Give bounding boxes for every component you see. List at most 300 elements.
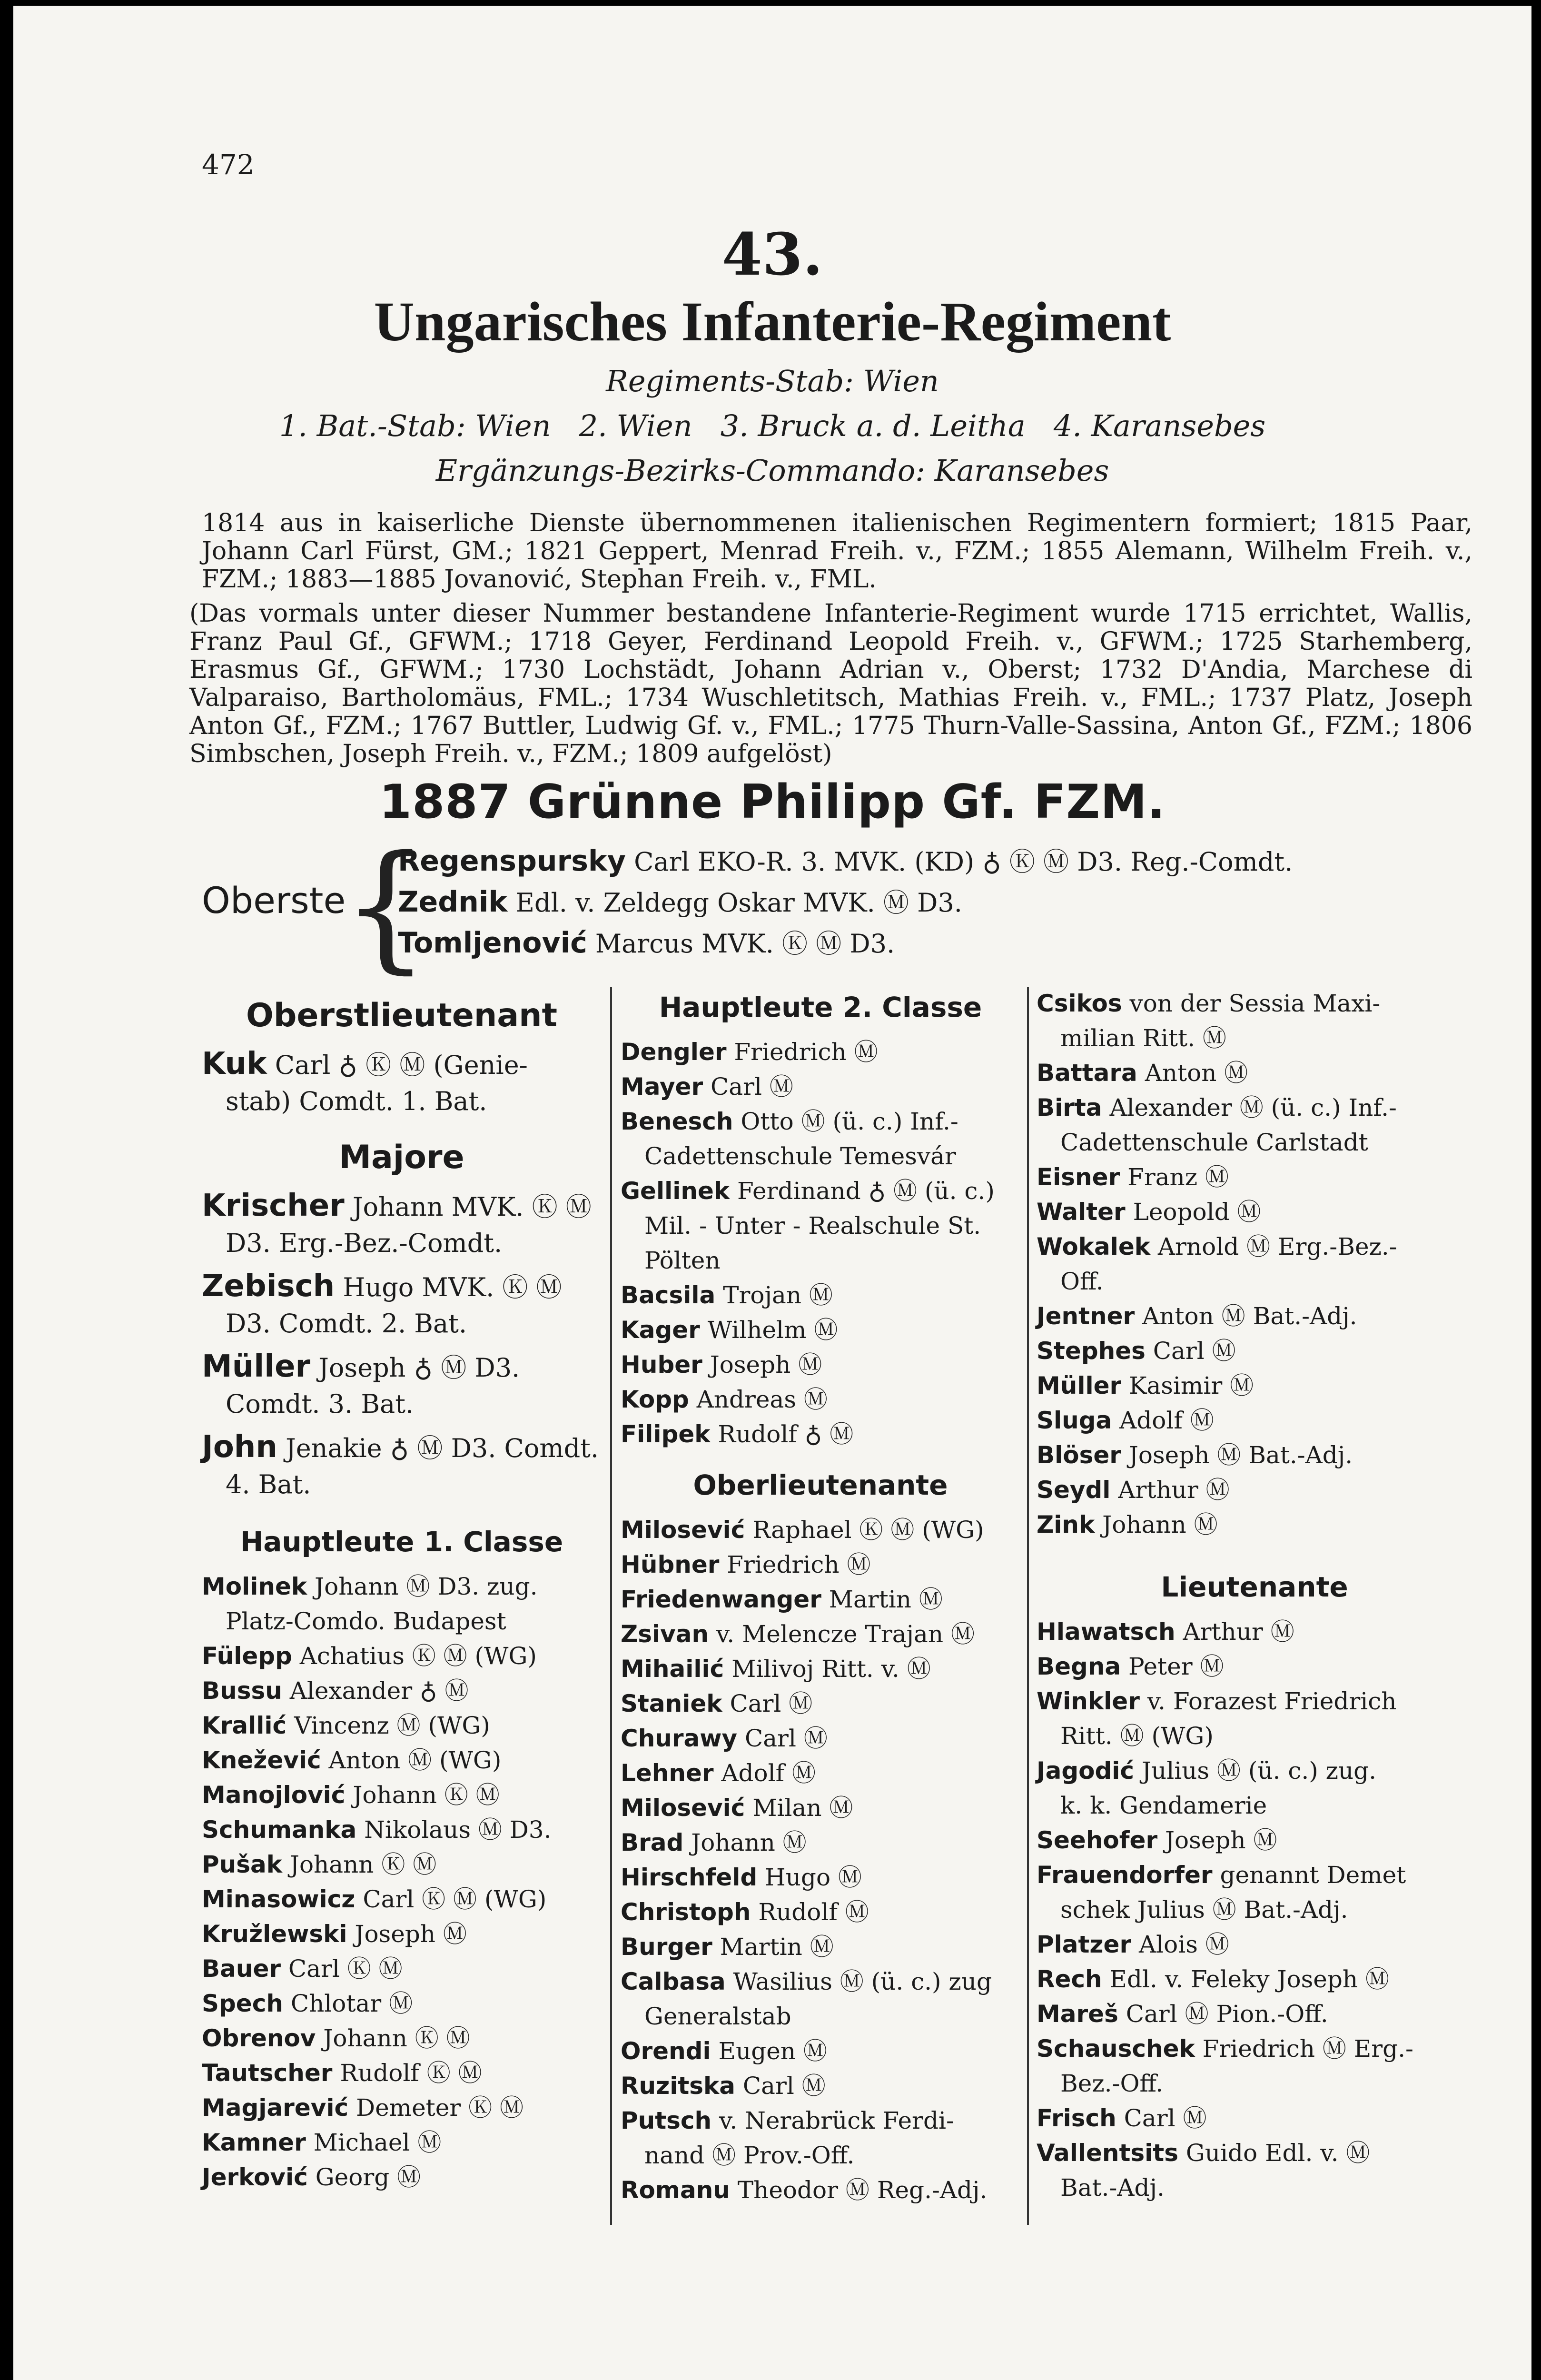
entry-line: [202, 1778, 602, 1813]
officer-name: Csikos: [1037, 990, 1122, 1017]
entry-line: [621, 1278, 1020, 1313]
officer-details: Arthur Ⓜ: [1110, 1476, 1230, 1504]
roster-entry: [621, 1791, 1020, 1825]
column-right: [1037, 986, 1472, 2205]
officer-name: Mayer: [621, 1073, 703, 1101]
roster-entry: [1037, 1091, 1472, 1160]
roster-entry: [202, 2125, 602, 2160]
entry-line: [621, 1930, 1020, 1964]
officer-name: Spech: [202, 1990, 283, 2017]
officer-details: Johann Ⓜ: [1095, 1511, 1218, 1538]
officer-details: Nikolaus Ⓜ D3.: [356, 1816, 552, 1844]
entry-line: [1037, 1368, 1472, 1403]
entry-line: [202, 1882, 602, 1917]
section-title-lieutenante: Lieutenante: [1161, 1571, 1348, 1603]
roster-entry: [202, 1639, 602, 1674]
officer-details: Anton Ⓜ Bat.-Adj.: [1135, 1302, 1357, 1330]
officer-name: Kuk: [202, 1046, 267, 1081]
officer-name: Hlawatsch: [1037, 1618, 1176, 1646]
officer-name: Krallić: [202, 1712, 287, 1739]
officer-details: Peter Ⓜ: [1121, 1653, 1224, 1680]
officer-details: Johann Ⓚ Ⓜ: [282, 1851, 437, 1878]
entry-continuation: k. k. Gendamerie: [1060, 1792, 1267, 1819]
roster-entry: [621, 1035, 1020, 1070]
entry-continuation: Ritt. Ⓜ (WG): [1060, 1722, 1214, 1750]
officer-details: Ferdinand ♁ Ⓜ (ü. c.): [730, 1177, 995, 1205]
roster-entry: [1037, 2136, 1472, 2205]
officer-name: Müller: [1037, 1372, 1122, 1399]
entry-line: [621, 1791, 1020, 1825]
column-middle: [621, 986, 1020, 2208]
officer-details: Otto Ⓜ (ü. c.) Inf.-: [733, 1108, 958, 1135]
officer-details: Leopold Ⓜ: [1125, 1198, 1261, 1226]
officer-name: Benesch: [621, 1108, 733, 1135]
officer-details: Achatius Ⓚ Ⓜ (WG): [292, 1642, 537, 1670]
roster-entry: [621, 1070, 1020, 1104]
officer-name: Bauer: [202, 1955, 281, 1983]
officer-details: Carl Ⓜ: [1145, 1337, 1236, 1365]
entry-line: [621, 1964, 1020, 1999]
entry-line: [621, 1070, 1020, 1104]
entry-line: [1037, 1160, 1472, 1195]
officer-name: Walter: [1037, 1198, 1126, 1226]
officer-name: Putsch: [621, 2107, 712, 2134]
officer-name: Romanu: [621, 2176, 730, 2204]
officer-name: Pušak: [202, 1851, 282, 1878]
entry-line: [202, 1708, 602, 1743]
entry-line: [621, 1860, 1020, 1895]
roster-entry: [621, 2173, 1020, 2208]
entry-line: [1037, 1403, 1472, 1438]
officer-name: Fülepp: [202, 1642, 292, 1670]
officer-name: John: [202, 1429, 277, 1465]
officer-details: Martin Ⓜ: [712, 1933, 834, 1961]
entry-continuation: Bez.-Off.: [1060, 2070, 1164, 2097]
officer-name: Burger: [621, 1933, 712, 1961]
officer-details: Anton Ⓜ: [1137, 1059, 1248, 1087]
roster-entry: [621, 1547, 1020, 1582]
entry-line: [1037, 1997, 1472, 2032]
oberst-details: Carl EKO-R. 3. MVK. (KD) ♁ Ⓚ Ⓜ D3. Reg.-Comdt.: [625, 847, 1293, 877]
document-page: [13, 6, 1531, 2380]
officer-details: Johann Ⓜ: [683, 1829, 807, 1856]
entry-continuation: stab) Comdt. 1. Bat.: [226, 1086, 487, 1116]
officer-name: Battara: [1037, 1059, 1137, 1087]
roster-entry: [621, 2034, 1020, 2069]
roster-entry: [621, 1174, 1020, 1278]
entry-continuation: Mil. - Unter - Realschule St.: [644, 1212, 981, 1240]
officer-details: Carl Ⓜ: [722, 1690, 813, 1717]
regiments-stab: Regiments-Stab: Wien: [606, 364, 939, 398]
officer-details: Carl Ⓚ Ⓜ (WG): [355, 1885, 547, 1913]
officer-name: Friedenwanger: [621, 1586, 821, 1613]
officer-name: Schauschek: [1037, 2035, 1195, 2063]
entry-line: [202, 2125, 602, 2160]
officer-details: Joseph ♁ Ⓜ D3.: [310, 1353, 520, 1383]
officer-name: Frauendorfer: [1037, 1861, 1213, 1889]
entry-line: [621, 2034, 1020, 2069]
roster-entry: [202, 2056, 602, 2091]
roster-entry: [1037, 2032, 1472, 2101]
entry-continuation: Comdt. 3. Bat.: [226, 1389, 414, 1419]
entry-continuation: Pölten: [644, 1247, 721, 1274]
ergaenzungs-commando: Ergänzungs-Bezirks-Commando: Karansebes: [435, 453, 1109, 488]
entry-line: [1037, 2136, 1472, 2171]
entry-line: [1037, 1334, 1472, 1368]
officer-name: Staniek: [621, 1690, 722, 1717]
roster-entry: [202, 1917, 602, 1952]
officer-name: Bacsila: [621, 1281, 716, 1309]
entry-continuation: Cadettenschule Temesvár: [644, 1142, 956, 1170]
entry-line: [202, 1847, 602, 1882]
officer-details: Johann Ⓜ D3. zug.: [307, 1573, 538, 1600]
entry-line: [621, 1348, 1020, 1382]
officer-details: genannt Demet: [1212, 1861, 1406, 1889]
roster-entry: [202, 2160, 602, 2195]
entry-line: [202, 1743, 602, 1778]
officer-name: Magjarević: [202, 2094, 349, 2122]
column-divider: [1027, 987, 1029, 2225]
officer-details: Wilhelm Ⓜ: [700, 1316, 838, 1344]
officer-details: Eugen Ⓜ: [711, 2037, 827, 2065]
officer-details: Rudolf Ⓚ Ⓜ: [332, 2059, 482, 2087]
entry-line: [621, 1174, 1020, 1209]
entry-continuation: Bat.-Adj.: [1060, 2174, 1165, 2202]
entry-continuation: D3. Comdt. 2. Bat.: [226, 1309, 467, 1339]
officer-details: Wasilius Ⓜ (ü. c.) zug: [725, 1968, 992, 1995]
entry-continuation: Off.: [1060, 1268, 1104, 1295]
roster-entry: [621, 2069, 1020, 2103]
entry-line: [202, 2056, 602, 2091]
officer-name: Minasowicz: [202, 1885, 356, 1913]
officer-details: Hugo Ⓜ: [757, 1864, 862, 1891]
entry-line: [621, 1617, 1020, 1652]
officer-details: Johann Ⓚ Ⓜ: [316, 2024, 470, 2052]
officer-details: Edl. v. Feleky Joseph Ⓜ: [1102, 1965, 1390, 1993]
officer-name: Winkler: [1037, 1687, 1140, 1715]
officer-name: Seehofer: [1037, 1826, 1158, 1854]
entry-line: [1037, 1299, 1472, 1334]
entry-line: [621, 1895, 1020, 1930]
roster-entry: [202, 2021, 602, 2056]
entry-line: [202, 1917, 602, 1952]
entry-line: [1037, 1438, 1472, 1473]
entry-line: [621, 1825, 1020, 1860]
officer-details: Alois Ⓜ: [1131, 1931, 1229, 1958]
officer-details: Andreas Ⓜ: [689, 1386, 828, 1413]
entry-line: [621, 1721, 1020, 1756]
entry-line: [621, 1652, 1020, 1686]
entry-continuation: milian Ritt. Ⓜ: [1060, 1024, 1226, 1052]
entry-line: [1037, 1927, 1472, 1962]
entry-line: [202, 1952, 602, 1986]
officer-name: Tautscher: [202, 2059, 333, 2087]
roster-entry: [621, 1930, 1020, 1964]
officer-details: Martin Ⓜ: [821, 1586, 943, 1613]
roster-entry: [621, 1895, 1020, 1930]
column-divider: [610, 987, 612, 2225]
roster-entry: [621, 1417, 1020, 1452]
officer-details: Trojan Ⓜ: [715, 1281, 833, 1309]
roster-entry: [621, 2103, 1020, 2173]
officer-details: v. Melencze Trajan Ⓜ: [709, 1620, 975, 1648]
officer-details: Carl Ⓜ: [737, 1725, 828, 1752]
history-text: 1814 aus in kaiserliche Dienste übernommenen italienischen Regimentern formiert; 1815 Paar, Johann Carl Fürst, GM.; 1821 Geppert, Menrad Freih. v., FZM.; 1855 Alemann, Wilhelm Freih. v., FZM.; 1883—1885 Jovanović, Stephan Freih. v., FML.: [202, 509, 1472, 594]
roster-entry: [202, 1046, 602, 1120]
officer-details: Theodor Ⓜ Reg.-Adj.: [730, 2176, 988, 2204]
officer-name: Frisch: [1037, 2104, 1116, 2132]
officer-details: Jenakie ♁ Ⓜ D3. Comdt.: [277, 1433, 599, 1463]
oberste-label: Oberste: [202, 879, 346, 922]
column-left: [202, 986, 602, 2195]
officer-details: Julius Ⓜ (ü. c.) zug.: [1134, 1757, 1377, 1785]
officer-details: Carl Ⓜ: [735, 2072, 826, 2100]
roster-entry: [1037, 1858, 1472, 1927]
entry-line: [202, 2091, 602, 2125]
entry-line: [1037, 1195, 1472, 1230]
officer-details: Carl ♁ Ⓚ Ⓜ (Genie-: [267, 1050, 528, 1080]
officer-name: Zebisch: [202, 1269, 335, 1304]
roster-entry: [1037, 1615, 1472, 1649]
entry-line: [1037, 1615, 1472, 1649]
entry-line: [621, 1686, 1020, 1721]
entry-line: [1037, 1507, 1472, 1542]
entry-line: [202, 1986, 602, 2021]
officer-name: Calbasa: [621, 1968, 726, 1995]
entry-line: [1037, 1962, 1472, 1997]
entry-line: [202, 2160, 602, 2195]
roster-entry: [1037, 1334, 1472, 1368]
officer-details: Rudolf ♁ Ⓜ: [710, 1420, 854, 1448]
officer-details: Georg Ⓜ: [307, 2163, 421, 2191]
roster-entry: [1037, 1823, 1472, 1858]
officer-details: v. Forazest Friedrich: [1139, 1687, 1397, 1715]
officer-name: Kamner: [202, 2129, 306, 2156]
officer-name: Wokalek: [1037, 1233, 1151, 1260]
officer-name: Manojlović: [202, 1781, 346, 1809]
roster-entry: [621, 1104, 1020, 1174]
officer-details: Hugo MVK. Ⓚ Ⓜ: [335, 1272, 562, 1302]
roster-entry: [202, 1847, 602, 1882]
officer-name: Obrenov: [202, 2024, 316, 2052]
officer-details: Demeter Ⓚ Ⓜ: [348, 2094, 524, 2122]
officer-details: Carl Ⓚ Ⓜ: [281, 1955, 403, 1983]
roster-entry: [621, 1686, 1020, 1721]
roster-entry: [202, 1743, 602, 1778]
officer-details: von der Sessia Maxi-: [1122, 990, 1381, 1017]
officer-name: Zsivan: [621, 1620, 709, 1648]
roster-entry: [202, 1429, 602, 1503]
officer-name: Müller: [202, 1349, 311, 1384]
officer-name: Seydl: [1037, 1476, 1111, 1504]
officer-name: Lehner: [621, 1759, 714, 1787]
officer-details: Vincenz Ⓜ (WG): [286, 1712, 490, 1739]
entry-line: [621, 1313, 1020, 1348]
roster-entry: [621, 1721, 1020, 1756]
entry-line: [621, 2103, 1020, 2138]
oberst-name: Tomljenović: [398, 926, 587, 960]
roster-entry: [202, 1674, 602, 1708]
officer-name: Eisner: [1037, 1163, 1120, 1191]
section-title-hauptleute-2: Hauptleute 2. Classe: [659, 991, 982, 1023]
officer-details: Joseph Ⓜ: [1157, 1826, 1277, 1854]
officer-details: Michael Ⓜ: [306, 2129, 442, 2156]
officer-name: Birta: [1037, 1094, 1102, 1121]
officer-name: Begna: [1037, 1653, 1121, 1680]
officer-name: Gellinek: [621, 1177, 730, 1205]
roster-entry: [202, 1188, 602, 1261]
officer-details: Johann MVK. Ⓚ Ⓜ: [344, 1192, 592, 1222]
officer-name: Mihailić: [621, 1655, 724, 1683]
section-title-oberstlieutenant: Oberstlieutenant: [246, 997, 558, 1034]
roster-entry: [202, 1986, 602, 2021]
roster-entry: [621, 1582, 1020, 1617]
officer-name: Rech: [1037, 1965, 1102, 1993]
entry-line: [621, 1035, 1020, 1070]
officer-name: Mareš: [1037, 2000, 1118, 2028]
oberst-name: Zednik: [398, 885, 508, 919]
entry-continuation: Generalstab: [644, 2003, 791, 2030]
roster-entry: [621, 1617, 1020, 1652]
officer-name: Orendi: [621, 2037, 711, 2065]
entry-line: [202, 1813, 602, 1847]
roster-entry: [202, 1813, 602, 1847]
former-regiment-paragraph: [189, 600, 1472, 768]
officer-details: Arnold Ⓜ Erg.-Bez.-: [1150, 1233, 1397, 1260]
roster-entry: [1037, 1473, 1472, 1507]
entry-line: [1037, 1230, 1472, 1264]
entry-line: [1037, 1823, 1472, 1858]
roster-entry: [1037, 1649, 1472, 1684]
roster-entry: [621, 1652, 1020, 1686]
history-paragraph: [202, 509, 1472, 594]
officer-name: Hübner: [621, 1551, 720, 1578]
entry-line: [621, 1104, 1020, 1139]
roster-entry: [621, 1513, 1020, 1547]
officer-details: Joseph Ⓜ: [702, 1351, 822, 1378]
entry-line: [1037, 1056, 1472, 1091]
officer-details: Anton Ⓜ (WG): [321, 1746, 502, 1774]
officer-name: Ruzitska: [621, 2072, 735, 2100]
officer-details: Friedrich Ⓜ Erg.-: [1195, 2035, 1413, 2063]
oberst-entry: [398, 923, 895, 960]
entry-line: [1037, 1649, 1472, 1684]
oberst-entry: [398, 842, 1293, 878]
roster-entry: [1037, 1438, 1472, 1473]
officer-details: Adolf Ⓜ: [713, 1759, 816, 1787]
officer-details: Rudolf Ⓜ: [751, 1898, 869, 1926]
section-title-oberlieutenante: Oberlieutenante: [693, 1469, 948, 1501]
roster-entry: [621, 1860, 1020, 1895]
entry-line: [1037, 986, 1472, 1021]
officer-details: Franz Ⓜ: [1120, 1163, 1229, 1191]
roster-entry: [1037, 1403, 1472, 1438]
entry-line: [621, 1417, 1020, 1452]
officer-details: Friedrich Ⓜ: [719, 1551, 871, 1578]
roster-entry: [202, 1882, 602, 1917]
section-title-majore: Majore: [339, 1139, 464, 1176]
oberst-entry: [398, 883, 962, 919]
officer-name: Milosević: [621, 1516, 745, 1544]
officer-details: Alexander ♁ Ⓜ: [282, 1677, 469, 1705]
officer-details: Guido Edl. v. Ⓜ: [1178, 2139, 1370, 2167]
entry-continuation: D3. Erg.-Bez.-Comdt.: [226, 1228, 503, 1258]
entry-line: [621, 1513, 1020, 1547]
officer-name: Brad: [621, 1829, 684, 1856]
page-number: 472: [202, 149, 255, 181]
officer-details: Milan Ⓜ: [745, 1794, 853, 1822]
entry-line: [621, 1756, 1020, 1791]
entry-continuation: Platz-Comdo. Budapest: [226, 1607, 506, 1635]
roster-entry: [1037, 1927, 1472, 1962]
officer-name: Blöser: [1037, 1441, 1121, 1469]
roster-entry: [621, 1382, 1020, 1417]
officer-name: Dengler: [621, 1038, 727, 1066]
roster-entry: [1037, 1160, 1472, 1195]
former-regiment-text: (Das vormals unter dieser Nummer bestandene Infanterie-Regiment wurde 1715 errichtet, Wallis, Franz Paul Gf., GFWM.; 1718 Geyer, Ferdinand Leopold Freih. v., GFWM.; 1725 Starhemberg, Erasmus Gf., GFWM.; 1730 Lochstädt, Johann Adrian v., Oberst; 1732 D'Andia, Marchese di Valparaiso, Bartholomäus, FML.; 1734 Wuschletitsch, Mathias Freih. v., FML.; 1737 Platz, Joseph Anton Gf., FZM.; 1767 Buttler, Ludwig Gf. v., FML.; 1775 Thurn-Valle-Sassina, Anton Gf., FZM.; 1806 Simbschen, Joseph Freih. v., FZM.; 1809 aufgelöst): [189, 599, 1472, 768]
officer-details: Raphael Ⓚ Ⓜ (WG): [745, 1516, 984, 1544]
officer-name: Zink: [1037, 1511, 1095, 1538]
officer-details: Arthur Ⓜ: [1175, 1618, 1294, 1646]
roster-entry: [621, 1964, 1020, 2034]
roster-entry: [1037, 986, 1472, 1056]
officer-name: Sluga: [1037, 1407, 1112, 1434]
roster-entry: [1037, 1230, 1472, 1299]
roster-entry: [621, 1348, 1020, 1382]
entry-line: [202, 1046, 602, 1083]
entry-line: [621, 1547, 1020, 1582]
officer-name: Kager: [621, 1316, 700, 1344]
officer-name: Bussu: [202, 1677, 282, 1705]
inhaber-heading: 1887 Grünne Philipp Gf. FZM.: [379, 775, 1166, 829]
officer-name: Vallentsits: [1037, 2139, 1178, 2167]
roster-entry: [1037, 1368, 1472, 1403]
entry-line: [621, 2069, 1020, 2103]
roster-entry: [1037, 1056, 1472, 1091]
entry-line: [202, 1429, 602, 1467]
roster-entry: [202, 2091, 602, 2125]
officer-name: Christoph: [621, 1898, 751, 1926]
roster-entry: [621, 1278, 1020, 1313]
officer-details: Alexander Ⓜ (ü. c.) Inf.-: [1102, 1094, 1397, 1121]
entry-line: [202, 2021, 602, 2056]
entry-continuation: 4. Bat.: [226, 1469, 311, 1499]
officer-name: Churawy: [621, 1725, 738, 1752]
entry-line: [1037, 1091, 1472, 1125]
entry-line: [202, 1569, 602, 1604]
roster-entry: [202, 1952, 602, 1986]
entry-line: [1037, 1684, 1472, 1719]
entry-line: [621, 1382, 1020, 1417]
officer-details: Joseph Ⓜ Bat.-Adj.: [1121, 1441, 1353, 1469]
oberst-name: Regenspursky: [398, 844, 626, 878]
roster-entry: [202, 1268, 602, 1342]
roster-entry: [1037, 1754, 1472, 1823]
roster-entry: [202, 1349, 602, 1422]
roster-entry: [1037, 2101, 1472, 2136]
entry-line: [621, 1582, 1020, 1617]
roster-entry: [1037, 1684, 1472, 1754]
entry-continuation: schek Julius Ⓜ Bat.-Adj.: [1060, 1896, 1348, 1924]
roster-entry: [202, 1778, 602, 1813]
officer-name: Jentner: [1037, 1302, 1135, 1330]
officer-name: Schumanka: [202, 1816, 357, 1844]
roster-entry: [1037, 1195, 1472, 1230]
entry-continuation: nand Ⓜ Prov.-Off.: [644, 2142, 855, 2169]
entry-line: [1037, 1754, 1472, 1788]
entry-line: [1037, 1858, 1472, 1893]
roster-entry: [1037, 1299, 1472, 1334]
